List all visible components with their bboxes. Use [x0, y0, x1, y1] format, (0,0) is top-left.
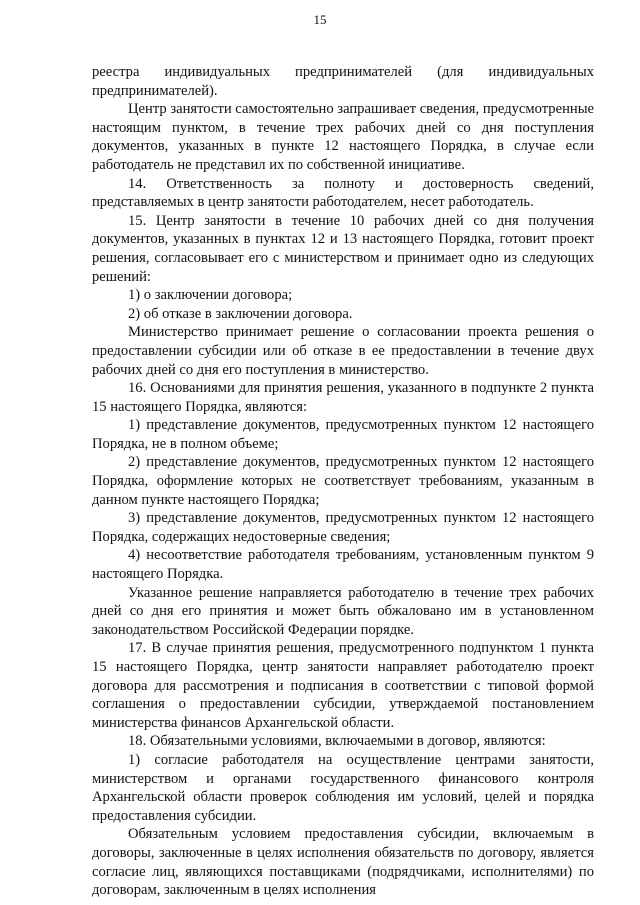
- page-number: 15: [313, 12, 327, 27]
- paragraph: 18. Обязательными условиями, включаемыми в договор, являются:: [128, 733, 546, 750]
- paragraph: 14. Ответственность за полноту и достоверность сведений, представляемых в центр занятости работодателем, несет работодатель.: [92, 175, 594, 211]
- list-item: 3) представление документов, предусмотренных пунктом 12 настоящего Порядка, содержащих недостоверные сведения;: [92, 510, 594, 545]
- list-item: 1) о заключении договора;: [128, 287, 293, 304]
- list-item: 2) об отказе в заключении договора.: [128, 305, 353, 322]
- list-item: 2) представление документов, предусмотренных пунктом 12 настоящего Порядка, оформление которых не соответствует требованиям, указанным в данном пункте настоящего Порядка;: [92, 454, 594, 508]
- paragraph: Указанное решение направляется работодателю в течение трех рабочих дней со дня его принятия и может быть обжаловано им в установленном законодательством Российской Федерации порядке.: [92, 584, 594, 638]
- paragraph: Центр занятости самостоятельно запрашивает сведения, предусмотренные настоящим пунктом, в течение трех рабочих дней со дня поступления документов, указанных в пункте 12 настоящего Порядка, в случае если работодатель не представил их по собственной инициативе.: [92, 101, 594, 173]
- list-item: 1) представление документов, предусмотренных пунктом 12 настоящего Порядка, не в полном объеме;: [92, 417, 594, 452]
- paragraph: Обязательным условием предоставления субсидии, включаемым в договоры, заключенные в целях исполнения обязательств по договору, является согласие лиц, являющихся поставщиками (подрядчиками, исполнителями) по договорам, заключенным в целях исполнения: [92, 826, 594, 899]
- document-body: [92, 63, 594, 900]
- list-item: 4) несоответствие работодателя требованиям, установленным пунктом 9 настоящего Порядка.: [92, 547, 594, 583]
- list-item: 1) согласие работодателя на осуществление центрами занятости, министерством и органами государственного финансового контроля Архангельской области проверок соблюдения им условий, целей и порядка предоставления субсидии.: [92, 751, 594, 824]
- paragraph: реестра индивидуальных предпринимателей (для индивидуальных предпринимателей).: [92, 64, 594, 99]
- paragraph: 16. Основаниями для принятия решения, указанного в подпункте 2 пункта 15 настоящего Порядка, являются:: [92, 380, 594, 415]
- paragraph: 17. В случае принятия решения, предусмотренного подпунктом 1 пункта 15 настоящего Порядка, центр занятости направляет работодателю проект договора для рассмотрения и подписания в соответствии с типовой формой соглашения о предоставлении субсидии, утверждаемой постановлением министерства финансов Архангельской области.: [92, 640, 594, 731]
- paragraph: 15. Центр занятости в течение 10 рабочих дней со дня получения документов, указанных в пунктах 12 и 13 настоящего Порядка, готовит проект решения, согласовывает его с министерством и принимает одно из следующих решений:: [92, 212, 594, 285]
- paragraph: Министерство принимает решение о согласовании проекта решения о предоставлении субсидии или об отказе в ее предоставлении в течение двух рабочих дней со дня его поступления в министерство.: [92, 324, 594, 378]
